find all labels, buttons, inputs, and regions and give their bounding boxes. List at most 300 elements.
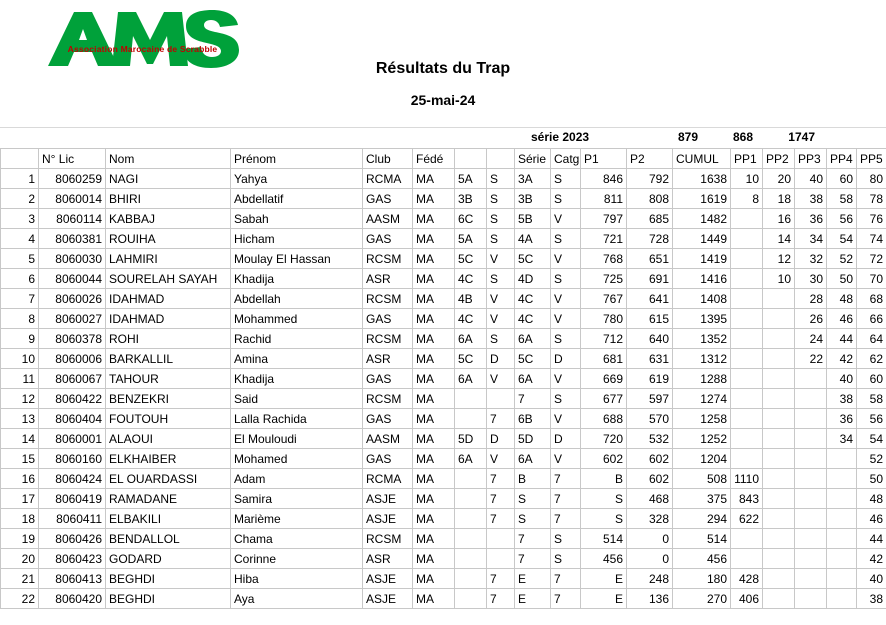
header-pp1: PP1 — [731, 149, 763, 169]
cell-nom: FOUTOUH — [106, 409, 231, 429]
cell-pp1: 10 — [731, 169, 763, 189]
series-value-2: 868 — [732, 130, 753, 144]
cell-serie: 3B — [515, 189, 551, 209]
cell-pp2 — [763, 509, 795, 529]
cell-rank: 20 — [1, 549, 39, 569]
cell-p1: 720 — [581, 429, 627, 449]
cell-extra-1: 6A — [455, 329, 487, 349]
table-row — [1, 269, 886, 289]
cell-pp1: 406 — [731, 589, 763, 609]
cell-rank: 13 — [1, 409, 39, 429]
cell-p2: 570 — [627, 409, 673, 429]
cell-licence: 8060001 — [39, 429, 106, 449]
cell-club: ASJE — [363, 509, 413, 529]
cell-pp4: 42 — [827, 349, 857, 369]
cell-nom: ROHI — [106, 329, 231, 349]
cell-extra-2: V — [487, 289, 515, 309]
header-pp5: PP5 — [857, 149, 886, 169]
cell-rank: 10 — [1, 349, 39, 369]
cell-serie: 3A — [515, 169, 551, 189]
cell-cumul: 1416 — [673, 269, 731, 289]
cell-pp2 — [763, 589, 795, 609]
cell-serie: 6A — [515, 329, 551, 349]
cell-extra-2: 7 — [487, 589, 515, 609]
cell-p1: 514 — [581, 529, 627, 549]
cell-rank: 16 — [1, 469, 39, 489]
cell-rank: 5 — [1, 249, 39, 269]
cell-nom: BENDALLOL — [106, 529, 231, 549]
cell-cumul: 1619 — [673, 189, 731, 209]
cell-p1: 688 — [581, 409, 627, 429]
cell-catg: S — [551, 329, 581, 349]
cell-fede: MA — [413, 549, 455, 569]
cell-fede: MA — [413, 449, 455, 469]
cell-catg: 7 — [551, 569, 581, 589]
cell-pp3 — [795, 529, 827, 549]
cell-rank: 19 — [1, 529, 39, 549]
cell-licence: 8060114 — [39, 209, 106, 229]
cell-p2: 0 — [627, 529, 673, 549]
cell-catg: S — [551, 229, 581, 249]
document-header — [0, 0, 886, 128]
cell-pp5: 74 — [857, 229, 886, 249]
cell-rank: 3 — [1, 209, 39, 229]
cell-p1: 602 — [581, 449, 627, 469]
cell-serie: S — [515, 509, 551, 529]
series-value-1: 879 — [677, 130, 698, 144]
cell-pp2 — [763, 309, 795, 329]
cell-pp4: 44 — [827, 329, 857, 349]
cell-pp1: 8 — [731, 189, 763, 209]
cell-pp3: 24 — [795, 329, 827, 349]
cell-extra-2: V — [487, 369, 515, 389]
cell-p2: 691 — [627, 269, 673, 289]
cell-extra-1: 6A — [455, 449, 487, 469]
cell-pp1: 843 — [731, 489, 763, 509]
cell-nom: ELKHAIBER — [106, 449, 231, 469]
cell-serie: S — [515, 489, 551, 509]
cell-pp3: 30 — [795, 269, 827, 289]
cell-serie: B — [515, 469, 551, 489]
cell-nom: ROUIHA — [106, 229, 231, 249]
cell-club: RCSM — [363, 249, 413, 269]
cell-catg: V — [551, 249, 581, 269]
cell-fede: MA — [413, 389, 455, 409]
cell-fede: MA — [413, 529, 455, 549]
cell-pp5: 70 — [857, 269, 886, 289]
table-row — [1, 489, 886, 509]
cell-fede: MA — [413, 249, 455, 269]
cell-pp3 — [795, 409, 827, 429]
table-row — [1, 389, 886, 409]
cell-pp1 — [731, 549, 763, 569]
cell-pp1 — [731, 449, 763, 469]
cell-pp1 — [731, 389, 763, 409]
cell-serie: 6A — [515, 449, 551, 469]
cell-cumul: 180 — [673, 569, 731, 589]
cell-p1: 846 — [581, 169, 627, 189]
cell-licence: 8060404 — [39, 409, 106, 429]
cell-extra-1: 5C — [455, 249, 487, 269]
cell-p1: 780 — [581, 309, 627, 329]
cell-pp2 — [763, 329, 795, 349]
cell-pp2 — [763, 289, 795, 309]
cell-pp5: 62 — [857, 349, 886, 369]
cell-club: ASR — [363, 349, 413, 369]
cell-pp2 — [763, 529, 795, 549]
cell-extra-1 — [455, 589, 487, 609]
cell-licence: 8060424 — [39, 469, 106, 489]
cell-serie: 4C — [515, 289, 551, 309]
table-row — [1, 469, 886, 489]
cell-prenom: Abdellatif — [231, 189, 363, 209]
cell-prenom: Samira — [231, 489, 363, 509]
cell-extra-2 — [487, 529, 515, 549]
cell-pp3 — [795, 429, 827, 449]
cell-catg: 7 — [551, 489, 581, 509]
cell-catg: D — [551, 429, 581, 449]
cell-licence: 8060014 — [39, 189, 106, 209]
cell-pp4: 60 — [827, 169, 857, 189]
cell-pp1 — [731, 289, 763, 309]
table-row — [1, 409, 886, 429]
cell-pp2: 16 — [763, 209, 795, 229]
cell-pp2: 20 — [763, 169, 795, 189]
cell-prenom: Said — [231, 389, 363, 409]
cell-licence: 8060067 — [39, 369, 106, 389]
ams-logo — [40, 8, 245, 68]
cell-nom: IDAHMAD — [106, 289, 231, 309]
cell-p1: 768 — [581, 249, 627, 269]
cell-prenom: Hicham — [231, 229, 363, 249]
cell-catg: V — [551, 309, 581, 329]
table-body — [1, 169, 886, 609]
cell-extra-2 — [487, 389, 515, 409]
cell-pp2: 14 — [763, 229, 795, 249]
cell-fede: MA — [413, 569, 455, 589]
cell-club: ASJE — [363, 489, 413, 509]
cell-cumul: 1419 — [673, 249, 731, 269]
cell-cumul: 1258 — [673, 409, 731, 429]
cell-pp4: 34 — [827, 429, 857, 449]
cell-pp5: 72 — [857, 249, 886, 269]
table-row — [1, 189, 886, 209]
cell-licence: 8060378 — [39, 329, 106, 349]
cell-extra-1 — [455, 569, 487, 589]
header-pp2: PP2 — [763, 149, 795, 169]
cell-fede: MA — [413, 229, 455, 249]
cell-pp2 — [763, 429, 795, 449]
cell-catg: S — [551, 529, 581, 549]
cell-serie: 4D — [515, 269, 551, 289]
cell-club: ASJE — [363, 589, 413, 609]
cell-pp3: 26 — [795, 309, 827, 329]
cell-prenom: Sabah — [231, 209, 363, 229]
cell-pp5: 40 — [857, 569, 886, 589]
cell-rank: 22 — [1, 589, 39, 609]
cell-prenom: Corinne — [231, 549, 363, 569]
cell-serie: 5B — [515, 209, 551, 229]
cell-nom: BARKALLIL — [106, 349, 231, 369]
cell-rank: 6 — [1, 269, 39, 289]
cell-pp4: 52 — [827, 249, 857, 269]
cell-pp5: 68 — [857, 289, 886, 309]
cell-pp5: 38 — [857, 589, 886, 609]
header-rank — [1, 149, 39, 169]
cell-club: GAS — [363, 369, 413, 389]
cell-licence: 8060423 — [39, 549, 106, 569]
cell-licence: 8060419 — [39, 489, 106, 509]
cell-pp3: 22 — [795, 349, 827, 369]
cell-serie: E — [515, 569, 551, 589]
cell-p2: 640 — [627, 329, 673, 349]
cell-pp2 — [763, 369, 795, 389]
cell-nom: RAMADANE — [106, 489, 231, 509]
cell-pp2: 18 — [763, 189, 795, 209]
cell-club: RCSM — [363, 389, 413, 409]
cell-fede: MA — [413, 429, 455, 449]
cell-pp1: 622 — [731, 509, 763, 529]
cell-p2: 619 — [627, 369, 673, 389]
cell-catg: S — [551, 549, 581, 569]
cell-fede: MA — [413, 469, 455, 489]
cell-prenom: Adam — [231, 469, 363, 489]
cell-pp5: 66 — [857, 309, 886, 329]
cell-p2: 248 — [627, 569, 673, 589]
cell-pp1 — [731, 209, 763, 229]
cell-extra-2: S — [487, 209, 515, 229]
results-table — [0, 148, 886, 609]
table-row — [1, 589, 886, 609]
cell-pp1 — [731, 529, 763, 549]
cell-extra-2: 7 — [487, 509, 515, 529]
cell-cumul: 1288 — [673, 369, 731, 389]
cell-extra-2: V — [487, 449, 515, 469]
page-title: Résultats du Trap — [375, 60, 511, 77]
cell-club: GAS — [363, 409, 413, 429]
header-prenom: Prénom — [231, 149, 363, 169]
cell-pp3 — [795, 369, 827, 389]
cell-p1: E — [581, 569, 627, 589]
cell-pp4 — [827, 489, 857, 509]
cell-catg: 7 — [551, 509, 581, 529]
cell-fede: MA — [413, 369, 455, 389]
cell-club: AASM — [363, 429, 413, 449]
cell-pp4: 54 — [827, 229, 857, 249]
cell-extra-1: 4C — [455, 269, 487, 289]
cell-extra-2: D — [487, 349, 515, 369]
cell-pp1 — [731, 349, 763, 369]
cell-catg: S — [551, 269, 581, 289]
header-fede: Fédé — [413, 149, 455, 169]
table-row — [1, 349, 886, 369]
cell-pp2 — [763, 449, 795, 469]
cell-rank: 18 — [1, 509, 39, 529]
cell-extra-1 — [455, 469, 487, 489]
cell-pp5: 46 — [857, 509, 886, 529]
cell-p1: 669 — [581, 369, 627, 389]
table-row — [1, 449, 886, 469]
cell-p2: 651 — [627, 249, 673, 269]
cell-cumul: 1449 — [673, 229, 731, 249]
cell-catg: S — [551, 189, 581, 209]
cell-extra-2: S — [487, 189, 515, 209]
cell-fede: MA — [413, 329, 455, 349]
cell-club: RCSM — [363, 329, 413, 349]
cell-cumul: 456 — [673, 549, 731, 569]
cell-extra-2: V — [487, 249, 515, 269]
cell-p1: 725 — [581, 269, 627, 289]
cell-nom: BENZEKRI — [106, 389, 231, 409]
cell-pp3: 34 — [795, 229, 827, 249]
cell-pp4 — [827, 469, 857, 489]
cell-pp3 — [795, 509, 827, 529]
cell-licence: 8060411 — [39, 509, 106, 529]
cell-club: RCMA — [363, 169, 413, 189]
cell-pp2 — [763, 469, 795, 489]
cell-pp4: 56 — [827, 209, 857, 229]
cell-extra-1: 6C — [455, 209, 487, 229]
table-row — [1, 529, 886, 549]
cell-pp2: 10 — [763, 269, 795, 289]
table-row — [1, 329, 886, 349]
cell-pp5: 80 — [857, 169, 886, 189]
cell-pp5: 78 — [857, 189, 886, 209]
cell-p2: 597 — [627, 389, 673, 409]
cell-p1: 677 — [581, 389, 627, 409]
cell-cumul: 294 — [673, 509, 731, 529]
cell-pp5: 44 — [857, 529, 886, 549]
cell-nom: BEGHDI — [106, 569, 231, 589]
cell-extra-1 — [455, 529, 487, 549]
cell-p2: 615 — [627, 309, 673, 329]
cell-prenom: Lalla Rachida — [231, 409, 363, 429]
cell-prenom: Hiba — [231, 569, 363, 589]
cell-licence: 8060044 — [39, 269, 106, 289]
cell-p1: S — [581, 489, 627, 509]
series-value-3: 1747 — [788, 130, 815, 144]
cell-rank: 9 — [1, 329, 39, 349]
cell-p1: S — [581, 509, 627, 529]
cell-nom: KABBAJ — [106, 209, 231, 229]
cell-pp3 — [795, 589, 827, 609]
cell-extra-1: 6A — [455, 369, 487, 389]
header-pp3: PP3 — [795, 149, 827, 169]
cell-cumul: 1395 — [673, 309, 731, 329]
cell-cumul: 270 — [673, 589, 731, 609]
cell-prenom: Khadija — [231, 269, 363, 289]
cell-pp1: 428 — [731, 569, 763, 589]
table-row — [1, 509, 886, 529]
cell-catg: 7 — [551, 589, 581, 609]
cell-rank: 11 — [1, 369, 39, 389]
cell-fede: MA — [413, 169, 455, 189]
cell-rank: 17 — [1, 489, 39, 509]
cell-p2: 641 — [627, 289, 673, 309]
cell-rank: 14 — [1, 429, 39, 449]
cell-cumul: 1252 — [673, 429, 731, 449]
cell-catg: V — [551, 369, 581, 389]
cell-prenom: Chama — [231, 529, 363, 549]
cell-rank: 12 — [1, 389, 39, 409]
cell-prenom: El Mouloudi — [231, 429, 363, 449]
cell-p2: 728 — [627, 229, 673, 249]
cell-pp4 — [827, 509, 857, 529]
cell-pp4 — [827, 529, 857, 549]
cell-extra-2: V — [487, 309, 515, 329]
cell-nom: BHIRI — [106, 189, 231, 209]
cell-rank: 7 — [1, 289, 39, 309]
cell-p2: 808 — [627, 189, 673, 209]
cell-pp1 — [731, 369, 763, 389]
header-club: Club — [363, 149, 413, 169]
cell-p1: 712 — [581, 329, 627, 349]
cell-pp1 — [731, 409, 763, 429]
cell-serie: 6A — [515, 369, 551, 389]
cell-licence: 8060420 — [39, 589, 106, 609]
cell-p2: 602 — [627, 469, 673, 489]
cell-club: ASR — [363, 269, 413, 289]
cell-pp1 — [731, 309, 763, 329]
cell-pp2 — [763, 489, 795, 509]
cell-pp3 — [795, 469, 827, 489]
cell-club: RCSM — [363, 529, 413, 549]
cell-pp4 — [827, 569, 857, 589]
cell-pp2: 12 — [763, 249, 795, 269]
cell-p2: 532 — [627, 429, 673, 449]
cell-p2: 685 — [627, 209, 673, 229]
cell-licence: 8060381 — [39, 229, 106, 249]
cell-fede: MA — [413, 289, 455, 309]
cell-fede: MA — [413, 309, 455, 329]
cell-club: GAS — [363, 189, 413, 209]
cell-extra-1: 3B — [455, 189, 487, 209]
cell-prenom: Marième — [231, 509, 363, 529]
cell-rank: 15 — [1, 449, 39, 469]
cell-fede: MA — [413, 409, 455, 429]
cell-pp1 — [731, 429, 763, 449]
table-row — [1, 249, 886, 269]
cell-extra-2: 7 — [487, 569, 515, 589]
cell-club: GAS — [363, 449, 413, 469]
cell-licence: 8060027 — [39, 309, 106, 329]
cell-serie: 6B — [515, 409, 551, 429]
table-row — [1, 309, 886, 329]
cell-p1: B — [581, 469, 627, 489]
header-extra-1 — [455, 149, 487, 169]
cell-pp4 — [827, 549, 857, 569]
cell-catg: V — [551, 289, 581, 309]
cell-nom: ALAOUI — [106, 429, 231, 449]
cell-fede: MA — [413, 509, 455, 529]
cell-rank: 1 — [1, 169, 39, 189]
cell-extra-2: S — [487, 229, 515, 249]
cell-extra-1: 4B — [455, 289, 487, 309]
cell-pp3: 38 — [795, 189, 827, 209]
cell-cumul: 1408 — [673, 289, 731, 309]
cell-rank: 2 — [1, 189, 39, 209]
logo-subtitle: Association Marocaine de Scrabble — [67, 44, 218, 54]
cell-pp1 — [731, 269, 763, 289]
cell-pp5: 64 — [857, 329, 886, 349]
cell-extra-2 — [487, 549, 515, 569]
cell-pp2 — [763, 349, 795, 369]
cell-p1: 456 — [581, 549, 627, 569]
cell-serie: 5C — [515, 349, 551, 369]
table-row — [1, 289, 886, 309]
cell-pp4: 50 — [827, 269, 857, 289]
cell-p1: 721 — [581, 229, 627, 249]
